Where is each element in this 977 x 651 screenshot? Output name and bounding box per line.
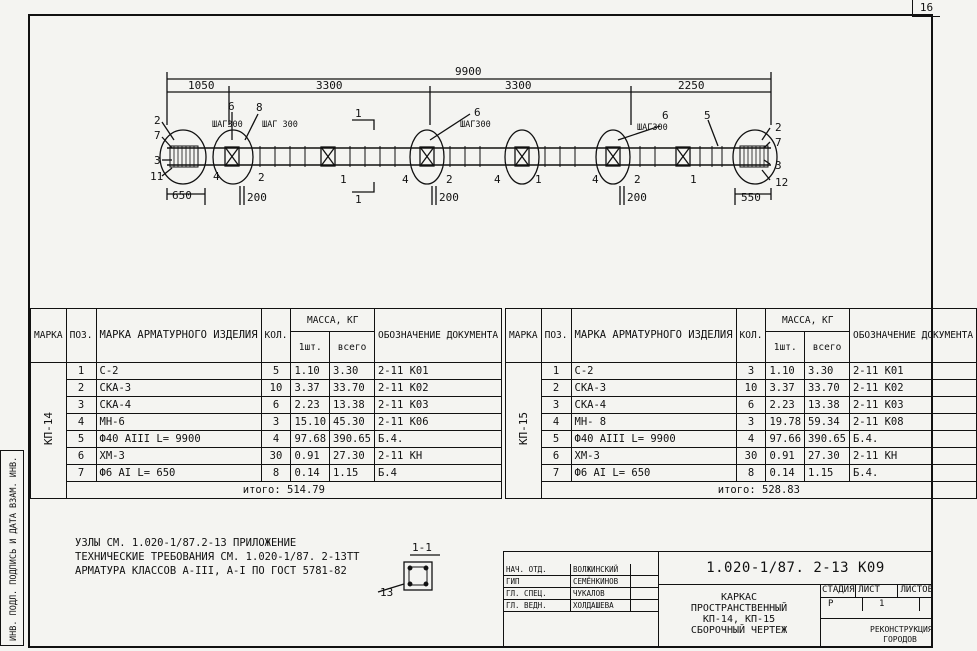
cell: 3 [66,397,96,414]
pos-label: 2 [446,173,453,186]
cell: 33.70 [805,380,850,397]
staff-name: ЧУКАЛОВ [570,588,630,600]
cell: 0.14 [766,465,805,482]
staff-role: НАЧ. ОТД. [504,564,570,576]
pos-label: 4 [494,173,501,186]
staff-role: ГЛ. ВЕДН. [504,600,570,612]
pos-label: 4 [213,170,220,183]
pos-label: 2 [154,114,161,127]
title-line: ПРОСТРАНСТВЕННЫЙ [690,603,788,614]
col-vsego: всего [330,332,375,363]
col-massa: МАССА, КГ [291,309,375,332]
cell: 390.65 [805,431,850,448]
staff-signature [630,588,658,600]
pos-label: 3 [154,154,161,167]
cell: СКА-3 [571,380,736,397]
staff-name: СЕМЁНКИНОВ [570,576,630,588]
col-vsego: всего [805,332,850,363]
table-row [31,414,502,431]
marka-value: КП-14 [41,412,55,446]
cell: 0.14 [291,465,330,482]
cell: 3 [736,363,766,380]
dim-550: 550 [741,191,761,204]
cell: Ф40 АIII L= 9900 [571,431,736,448]
pos-label: 4 [592,173,599,186]
cell: Б.4. [374,431,501,448]
cell: 3 [736,414,766,431]
cell: Б.4. [849,465,976,482]
stage-value: Р [828,599,834,609]
cell: 0.91 [291,448,330,465]
cell: 1 [66,363,96,380]
stage-block [820,584,933,618]
cell: 0.91 [766,448,805,465]
sheet-value: 1 [862,598,919,611]
pos-label: 2 [775,121,782,134]
dim-200-a: 200 [247,191,267,204]
cell: 1.10 [766,363,805,380]
cell: 2-11 К02 [849,380,976,397]
step-label-1: ШАГ300 [212,120,243,130]
cell: 2-11 К03 [849,397,976,414]
cell: 2.23 [291,397,330,414]
marka-value: КП-15 [516,412,530,446]
dim-span-1: 1050 [188,79,215,92]
cell: Ф6 АI L= 650 [571,465,736,482]
table-row [506,380,977,397]
cell: 6 [736,397,766,414]
staff-name: ВОЛЖИНСКИЙ [570,564,630,576]
title-block [503,551,933,648]
note-line: АРМАТУРА КЛАССОВ А-III, А-I ПО ГОСТ 5781-82 [75,565,347,577]
table-row [31,380,502,397]
sheets-label: ЛИСТОВ [897,584,933,597]
cell: 4 [541,414,571,431]
cell: СКА-4 [96,397,261,414]
staff-role: ГИП [504,576,570,588]
total-row: итого: 514.79 [66,482,501,499]
cell: 2-11 К06 [374,414,501,431]
cell: МН-6 [96,414,261,431]
col-sht: 1шт. [291,332,330,363]
cell: 10 [261,380,291,397]
spec-table-kp15 [505,308,977,499]
total-row: итого: 528.83 [541,482,976,499]
dim-span-4: 2250 [678,79,705,92]
cell: Ф40 АIII L= 9900 [96,431,261,448]
cell: 15.10 [291,414,330,431]
marka-cell [506,363,542,499]
note-line: ТЕХНИЧЕСКИЕ ТРЕБОВАНИЯ СМ. 1.020-1/87. 2-13ТТ [75,551,360,563]
cell: 27.30 [330,448,375,465]
cell: СКА-3 [96,380,261,397]
org-name: РЕКОНСТРУКЦИЯ ГОРОДОВ [870,625,933,644]
col-poz: ПОЗ. [66,309,96,363]
title-line: СБОРОЧНЫЙ ЧЕРТЕЖ [690,625,788,636]
cell: 97.68 [291,431,330,448]
pos-label: 1 [355,107,362,120]
cell: 5 [66,431,96,448]
cell: 3.30 [330,363,375,380]
cell: 5 [541,431,571,448]
cell: С-2 [571,363,736,380]
cell: 2-11 К03 [374,397,501,414]
cell: 30 [261,448,291,465]
organization [820,618,933,648]
cell: 13.38 [330,397,375,414]
cell: Ф6 АI L= 650 [96,465,261,482]
col-kol: КОЛ. [261,309,291,363]
cell: 4 [736,431,766,448]
col-doc: ОБОЗНАЧЕНИЕ ДОКУМЕНТА [374,309,501,363]
pos-label: 7 [154,129,161,142]
pos-label: 7 [775,136,782,149]
cell: 2 [66,380,96,397]
cell: 7 [541,465,571,482]
table-row [506,397,977,414]
section-mark: 1-1 [412,541,432,554]
cell: 6 [261,397,291,414]
step-label-2: ШАГ 300 [262,120,298,130]
table-row [31,448,502,465]
cell: 7 [66,465,96,482]
col-massa: МАССА, КГ [766,309,850,332]
cell: 2-11 КН [849,448,976,465]
cell: 6 [541,448,571,465]
pos-label: 1 [355,193,362,206]
note-line: УЗЛЫ СМ. 1.020-1/87.2-13 ПРИЛОЖЕНИЕ [75,537,297,549]
table-row [506,431,977,448]
title-line: КП-14, КП-15 [702,614,776,625]
cell: С-2 [96,363,261,380]
cell: 3 [261,414,291,431]
notes [75,536,359,578]
page-number: 16 [912,0,940,17]
cell: 2 [541,380,571,397]
staff-role: ГЛ. СПЕЦ. [504,588,570,600]
col-izdelie: МАРКА АРМАТУРНОГО ИЗДЕЛИЯ [96,309,261,363]
cell: 1.10 [291,363,330,380]
dim-total: 9900 [455,65,482,78]
cell: 8 [736,465,766,482]
cell: 3 [541,397,571,414]
col-marka: МАРКА [506,309,542,363]
staff-signature [630,564,658,576]
cell: 2-11 КН [374,448,501,465]
dim-200-c: 200 [627,191,647,204]
cell: 8 [261,465,291,482]
dim-650: 650 [172,189,192,202]
table-row [506,448,977,465]
cell: 59.34 [805,414,850,431]
cell: 3.30 [805,363,850,380]
cell: 5 [261,363,291,380]
cell: 2-11 К01 [849,363,976,380]
drawing-title [658,584,820,648]
table-row [31,397,502,414]
col-kol: КОЛ. [736,309,766,363]
stage-label: СТАДИЯ [822,585,855,595]
pos-label: 2 [634,173,641,186]
cell: 1.15 [330,465,375,482]
cell: Б.4 [374,465,501,482]
pos-label: 6 [474,106,481,119]
cell: 13.38 [805,397,850,414]
pos-label: 6 [662,109,669,122]
col-marka: МАРКА [31,309,67,363]
cell: 1 [541,363,571,380]
dim-span-3: 3300 [505,79,532,92]
cell: 6 [66,448,96,465]
cell: 30 [736,448,766,465]
cell: 390.65 [330,431,375,448]
table-row [31,431,502,448]
sheet-label: ЛИСТ [855,584,897,597]
cell: 45.30 [330,414,375,431]
cell: 3.37 [766,380,805,397]
cell: 19.78 [766,414,805,431]
document-code: 1.020-1/87. 2-13 К09 [658,552,933,585]
dim-span-2: 3300 [316,79,343,92]
cell: 4 [261,431,291,448]
marka-cell [31,363,67,499]
pos-label: 1 [535,173,542,186]
pos-label: 3 [775,159,782,172]
cell: 2.23 [766,397,805,414]
pos-label: 6 [228,100,235,113]
pos-label: 1 [690,173,697,186]
col-poz: ПОЗ. [541,309,571,363]
table-row [506,465,977,482]
step-label-3: ШАГ300 [460,120,491,130]
cell: 2-11 К08 [849,414,976,431]
cell: 2-11 К02 [374,380,501,397]
step-label-4: ШАГ300 [637,123,668,133]
pos-label: 12 [775,176,789,189]
staff-name: ХОЛДАШЕВА [570,600,630,612]
cell: 1.15 [805,465,850,482]
cell: 33.70 [330,380,375,397]
table-row [31,465,502,482]
cell: ХМ-3 [571,448,736,465]
title-line: КАРКАС [720,592,758,603]
pos-label: 4 [402,173,409,186]
pos-label: 5 [704,109,711,122]
cell: 3.37 [291,380,330,397]
cell: СКА-4 [571,397,736,414]
col-sht: 1шт. [766,332,805,363]
cell: 97.66 [766,431,805,448]
side-stamp-text: ИНВ. ПОДЛ. ПОДПИСЬ И ДАТА ВЗАМ. ИНВ. [9,456,19,641]
dim-200-b: 200 [439,191,459,204]
sheets-value [919,598,933,611]
cell: 4 [66,414,96,431]
cell: 10 [736,380,766,397]
cell: МН- 8 [571,414,736,431]
col-izdelie: МАРКА АРМАТУРНОГО ИЗДЕЛИЯ [571,309,736,363]
pos-label: 11 [150,170,164,183]
staff-signature [630,576,658,588]
staff-signature [630,600,658,612]
cell: ХМ-3 [96,448,261,465]
section-pos: 13 [380,586,394,599]
cell: 27.30 [805,448,850,465]
table-row [506,414,977,431]
cell: Б.4. [849,431,976,448]
pos-label: 8 [256,101,263,114]
cell: 2-11 К01 [374,363,501,380]
pos-label: 1 [340,173,347,186]
spec-table-kp14 [30,308,502,499]
col-doc: ОБОЗНАЧЕНИЕ ДОКУМЕНТА [849,309,976,363]
pos-label: 2 [258,171,265,184]
